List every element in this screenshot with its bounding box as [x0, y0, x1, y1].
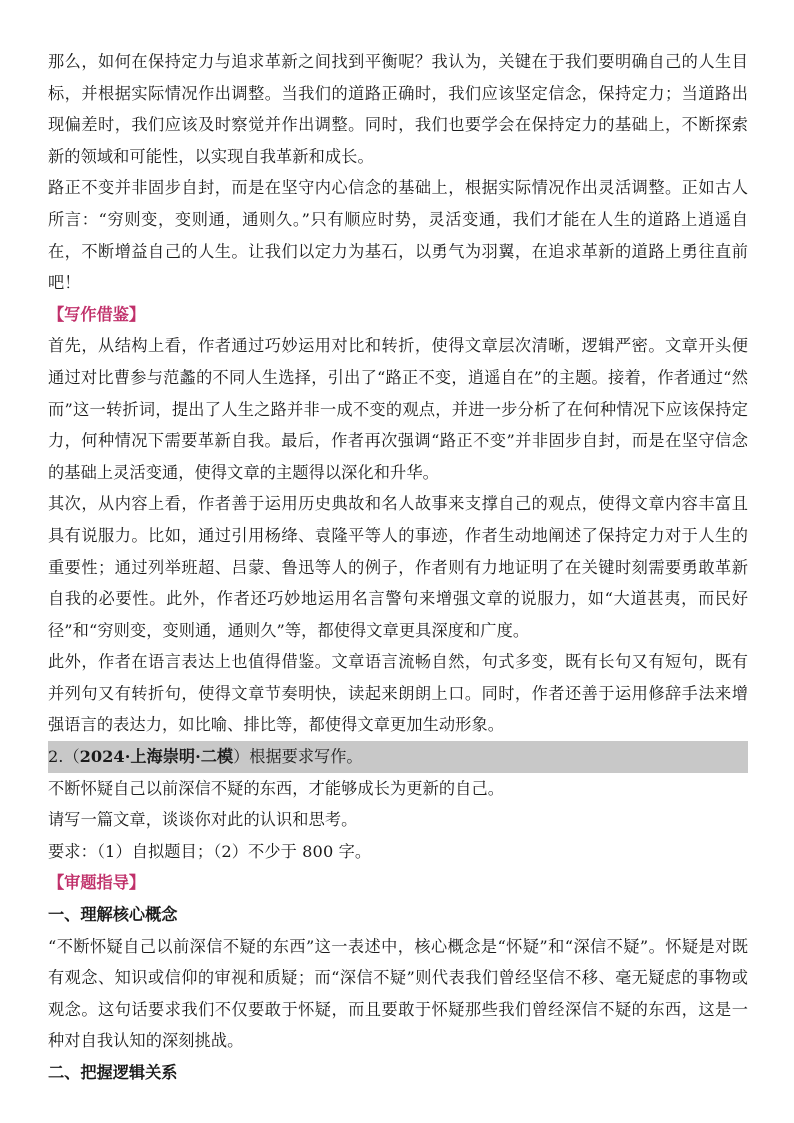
question-source: 2024·上海崇明·二模	[79, 747, 234, 767]
paragraph-language: 此外，作者在语言表达上也值得借鉴。文章语言流畅自然，句式多变，既有长句又有短句，既有并列句又有转折句，使得文章节奏明快，读起来朗朗上口。同时，作者还善于运用修辞手法来增强语言的表达力，如比喻、排比等，都使得文章更加生动形象。	[48, 652, 748, 735]
question-banner	[48, 741, 748, 773]
question-suffix: ）根据要求写作。	[233, 747, 363, 767]
guidance-subheading-2: 二、把握逻辑关系	[48, 1063, 178, 1082]
question-prompt: 不断怀疑自己以前深信不疑的东西，才能够成长为更新的自己。	[48, 778, 505, 798]
guidance-heading: 【审题指导】	[48, 873, 146, 893]
question-number: 2.（	[48, 747, 80, 767]
paragraph-core-concept: “不断怀疑自己以前深信不疑的东西”这一表述中，核心概念是“怀疑”和“深信不疑”。怀疑是对既有观念、知识或信仰的审视和质疑；而“深信不疑”则代表我们曾经坚信不移、毫无疑虑的事物或观念。这句话要求我们不仅要敢于怀疑，而且要敢于怀疑那些我们曾经深信不疑的东西，这是一种对自我认知的深刻挑战。	[48, 936, 748, 1051]
question-instruction: 请写一篇文章，谈谈你对此的认识和思考。	[48, 810, 358, 830]
question-requirements: 要求：（1）自拟题目；（2）不少于 800 字。	[48, 841, 372, 861]
document-page	[48, 46, 748, 1089]
writing-review-heading: 【写作借鉴】	[48, 304, 146, 324]
guidance-subheading-1: 一、理解核心概念	[48, 905, 178, 925]
paragraph-content: 其次，从内容上看，作者善于运用历史典故和名人故事来支撑自己的观点，使得文章内容丰富且具有说服力。比如，通过引用杨绛、袁隆平等人的事迹，作者生动地阐述了保持定力对于人生的重要性；通过列举班超、吕蒙、鲁迅等人的例子，作者则有力地证明了在关键时刻需要勇敢革新自我的必要性。此外，作者还巧妙地运用名言警句来增强文章的说服力，如“大道甚夷，而民好径”和“穷则变，变则通，通则久”等，都使得文章更具深度和广度。	[48, 494, 748, 640]
paragraph-conclusion: 路正不变并非固步自封，而是在坚守内心信念的基础上，根据实际情况作出灵活调整。正如古人所言：“穷则变，变则通，通则久。”只有顺应时势，灵活变通，我们才能在人生的道路上逍遥自在，不断增益自己的人生。让我们以定力为基石，以勇气为羽翼，在追求革新的道路上勇往直前吧！	[48, 178, 748, 293]
paragraph-structure: 首先，从结构上看，作者通过巧妙运用对比和转折，使得文章层次清晰，逻辑严密。文章开头便通过对比曹参与范蠡的不同人生选择，引出了“路正不变，逍遥自在”的主题。接着，作者通过“然而”这一转折词，提出了人生之路并非一成不变的观点，并进一步分析了在何种情况下应该保持定力，何种情况下需要革新自我。最后，作者再次强调“路正不变”并非固步自封，而是在坚守信念的基础上灵活变通，使得文章的主题得以深化和升华。	[48, 336, 748, 482]
paragraph-balance: 那么，如何在保持定力与追求革新之间找到平衡呢？我认为，关键在于我们要明确自己的人生目标，并根据实际情况作出调整。当我们的道路正确时，我们应该坚定信念，保持定力；当道路出现偏差时，我们应该及时察觉并作出调整。同时，我们也要学会在保持定力的基础上，不断探索新的领域和可能性，以实现自我革新和成长。	[48, 52, 748, 166]
